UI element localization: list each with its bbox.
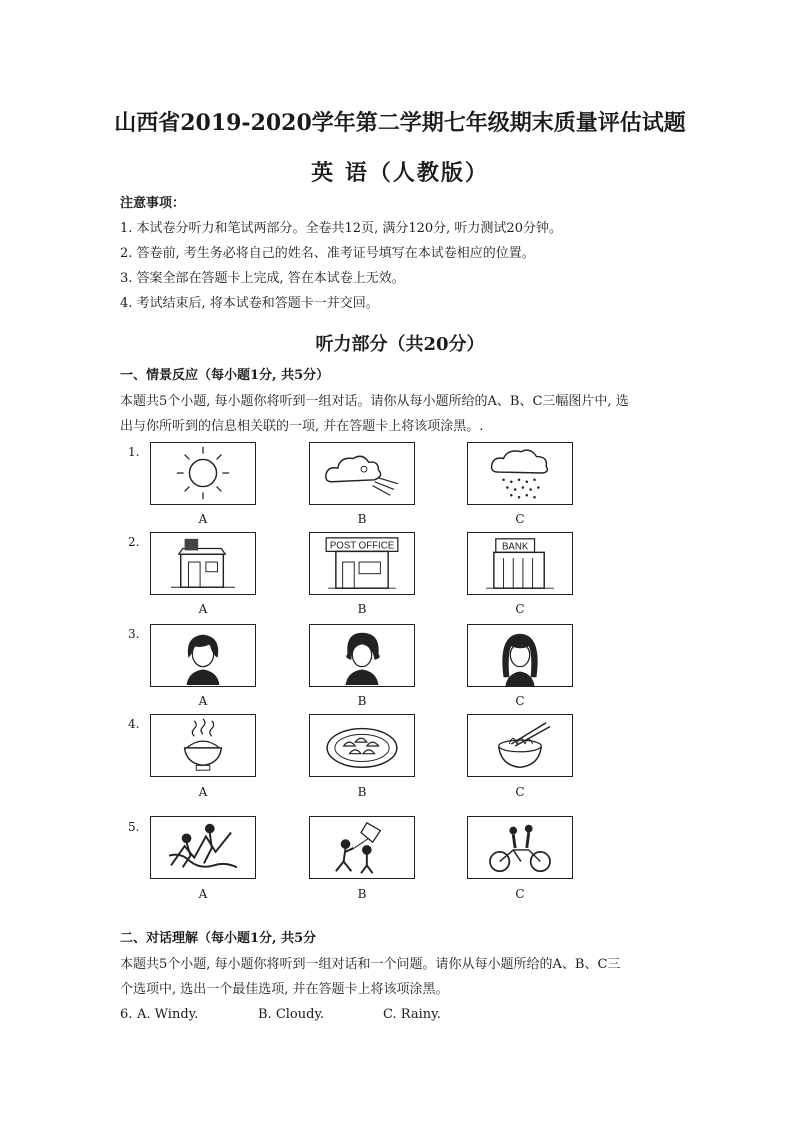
dumplings-plate-icon	[310, 715, 414, 776]
option-label-c: C	[515, 512, 525, 526]
question-number: 2.	[128, 535, 140, 549]
page-title: 山西省2019-2020学年第二学期七年级期末质量评估试题	[114, 110, 686, 136]
q5-option-c-picture[interactable]	[467, 816, 573, 879]
option-label-a: A	[198, 602, 208, 616]
q6-option-b[interactable]: B. Cloudy.	[258, 1007, 325, 1022]
option-label-a: A	[198, 785, 208, 799]
notice-item-3: 3. 答案全部在答题卡上完成, 答在本试卷上无效。	[120, 271, 405, 286]
part1-heading: 一、情景反应（每小题1分, 共5分）	[120, 368, 330, 383]
notice-item-1: 1. 本试卷分听力和笔试两部分。全卷共12页, 满分120分, 听力测试20分钟。	[120, 221, 562, 236]
option-label-b: B	[357, 602, 367, 616]
option-label-a: A	[198, 694, 208, 708]
part1-intro-line2: 出与你所听到的信息相关联的一项, 并在答题卡上将该项涂黑。.	[120, 419, 484, 434]
q4-option-b-picture[interactable]	[309, 714, 415, 777]
q1-option-c-picture[interactable]	[467, 442, 573, 505]
q2-option-c-picture[interactable]	[467, 532, 573, 595]
option-label-b: B	[357, 785, 367, 799]
post-office-icon	[310, 533, 414, 594]
q1-option-a-picture[interactable]	[150, 442, 256, 505]
sun-icon	[151, 443, 255, 504]
question-number: 5.	[128, 820, 140, 834]
option-label-b: B	[357, 512, 367, 526]
short-hair-woman-icon	[151, 625, 255, 686]
option-label-c: C	[515, 694, 525, 708]
q6-option-c[interactable]: C. Rainy.	[383, 1007, 441, 1022]
option-label-a: A	[198, 512, 208, 526]
listening-heading: 听力部分（共20分）	[315, 334, 485, 355]
q2-option-a-picture[interactable]	[150, 532, 256, 595]
q5-option-b-picture[interactable]	[309, 816, 415, 879]
q3-option-b-picture[interactable]	[309, 624, 415, 687]
q6-option-a[interactable]: A. Windy.	[137, 1007, 199, 1022]
q4-option-a-picture[interactable]	[150, 714, 256, 777]
question-number: 4.	[128, 717, 140, 731]
option-label-c: C	[515, 785, 525, 799]
climbing-icon	[151, 817, 255, 878]
wind-cloud-icon	[310, 443, 414, 504]
notice-heading: 注意事项：	[120, 196, 186, 211]
rice-bowl-icon	[151, 715, 255, 776]
noodles-bowl-icon	[468, 715, 572, 776]
q6-number: 6.	[120, 1007, 133, 1022]
question-number: 3.	[128, 627, 140, 641]
option-label-c: C	[515, 887, 525, 901]
bookstore-icon	[151, 533, 255, 594]
q3-option-a-picture[interactable]	[150, 624, 256, 687]
option-label-b: B	[357, 694, 367, 708]
part2-heading: 二、对话理解（每小题1分, 共5分	[120, 931, 317, 946]
q1-option-b-picture[interactable]	[309, 442, 415, 505]
bank-sign: BANK	[501, 541, 529, 553]
curly-hair-woman-icon	[310, 625, 414, 686]
option-label-b: B	[357, 887, 367, 901]
q4-option-c-picture[interactable]	[467, 714, 573, 777]
long-hair-woman-icon	[468, 625, 572, 686]
part1-intro-line1: 本题共5个小题, 每小题你将听到一组对话。请你从每小题所给的A、B、C三幅图片中, 选	[120, 394, 629, 409]
notice-item-4: 4. 考试结束后, 将本试卷和答题卡一并交回。	[120, 296, 379, 311]
part2-intro-line2: 个选项中, 选出一个最佳选项, 并在答题卡上将该项涂黑。	[120, 982, 449, 997]
page-subtitle: 英 语（人教版）	[311, 160, 489, 186]
part2-intro-line1: 本题共5个小题, 每小题你将听到一组对话和一个问题。请你从每小题所给的A、B、C三	[120, 957, 621, 972]
cycling-icon	[468, 817, 572, 878]
notice-item-2: 2. 答卷前, 考生务必将自己的姓名、准考证号填写在本试卷相应的位置。	[120, 246, 535, 261]
option-label-a: A	[198, 887, 208, 901]
q5-option-a-picture[interactable]	[150, 816, 256, 879]
bank-icon	[468, 533, 572, 594]
rain-cloud-icon	[468, 443, 572, 504]
option-label-c: C	[515, 602, 525, 616]
q2-option-b-picture[interactable]	[309, 532, 415, 595]
q3-option-c-picture[interactable]	[467, 624, 573, 687]
question-number: 1.	[128, 445, 140, 459]
kite-flying-icon	[310, 817, 414, 878]
post-office-sign: POST OFFICE	[329, 540, 395, 552]
